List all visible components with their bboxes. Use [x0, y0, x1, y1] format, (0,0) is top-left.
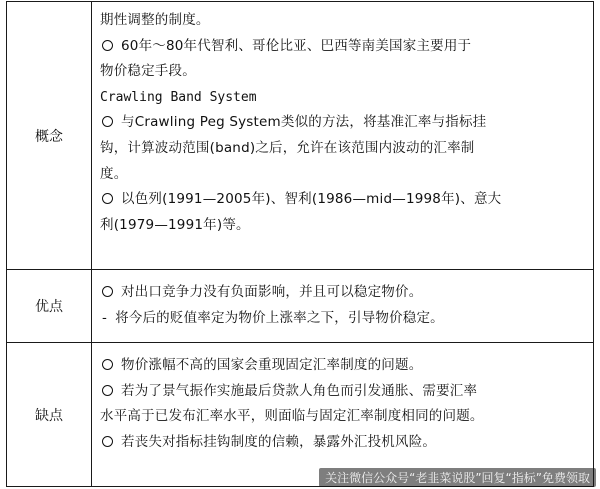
text-line: [100, 110, 587, 136]
text-line: [100, 280, 587, 306]
text-line: [100, 8, 587, 34]
circle-bullet-icon: [102, 116, 113, 127]
dash-bullet-icon: -: [102, 309, 108, 326]
text-line: [100, 85, 587, 111]
line-text: 水平高于已发布汇率水平，则面临与固定汇率制度相同的问题。: [100, 408, 484, 425]
line-text: 60年～80年代智利、哥伦比亚、巴西等南美国家主要用于: [121, 37, 472, 54]
line-text: 物价涨幅不高的国家会重现固定汇率制度的问题。: [121, 357, 423, 373]
text-line: [100, 59, 587, 85]
line-text: 期性调整的制度。: [100, 12, 210, 28]
line-text: 对出口竞争力没有负面影响，并且可以稳定物价。: [121, 284, 423, 300]
circle-bullet-icon: [102, 436, 113, 447]
text-line: [100, 34, 587, 60]
line-text: 度。: [100, 165, 128, 182]
row-label-concept: 概念: [7, 2, 92, 269]
text-line: [100, 136, 587, 162]
row-disadvantages: [7, 343, 593, 486]
line-text: 利(1979—1991年)等。: [100, 216, 250, 233]
text-line: [100, 430, 587, 456]
row-advantages: [7, 270, 593, 343]
row-label-disadvantages: 缺点: [7, 343, 92, 486]
text-line: [100, 379, 587, 405]
text-line: [100, 213, 587, 239]
circle-bullet-icon: [102, 385, 113, 396]
line-text: 将今后的贬值率定为物价上涨率之下，引导物价稳定。: [115, 309, 444, 326]
line-text: 与Crawling Peg System类似的方法，将基准汇率与指标挂: [121, 114, 487, 131]
watermark-banner: 关注微信公众号“老韭菜说股”回复“指标”免费领取: [319, 468, 596, 487]
text-line: [100, 162, 587, 188]
row-content-advantages: [92, 270, 593, 342]
circle-bullet-icon: [102, 359, 113, 370]
line-text: 若为了景气振作实施最后贷款人角色而引发通胀、需要汇率: [121, 382, 478, 399]
circle-bullet-icon: [102, 193, 113, 204]
line-text: 以色列(1991—2005年)、智利(1986—mid—1998年)、意大: [121, 191, 502, 208]
line-text: 钩，计算波动范围(band)之后，允许在该范围内波动的汇率制: [100, 139, 475, 156]
line-text: Crawling Band System: [100, 89, 257, 105]
circle-bullet-icon: [102, 40, 113, 51]
line-text: 若丧失对指标挂钩制度的信赖，暴露外汇投机风险。: [121, 433, 437, 450]
row-concept: [7, 2, 593, 270]
row-content-disadvantages: [92, 343, 593, 486]
row-label-advantages: 优点: [7, 270, 92, 342]
text-line: [100, 353, 587, 379]
line-text: 物价稳定手段。: [100, 63, 196, 80]
concept-table: [6, 1, 594, 487]
text-line: [100, 187, 587, 213]
circle-bullet-icon: [102, 286, 113, 297]
row-content-concept: [92, 2, 593, 269]
text-line: [100, 404, 587, 430]
text-line: [100, 306, 587, 332]
